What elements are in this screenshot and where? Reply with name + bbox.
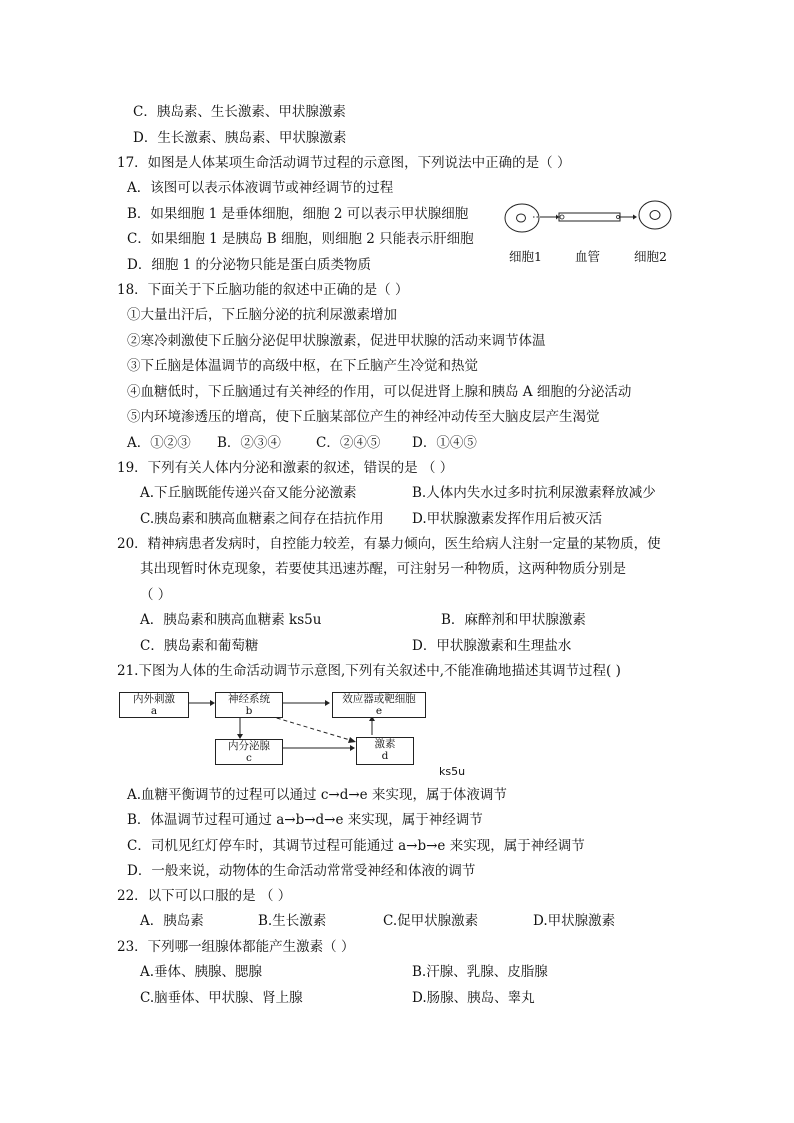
q17-stem: 17．如图是人体某项生命活动调节过程的示意图，下列说法中正确的是（ ）	[117, 155, 571, 171]
box-b-letter: b	[245, 705, 253, 717]
q19-option-b: B.人体内失水过多时抗利尿激素释放减少	[412, 485, 656, 501]
box-b-label: 神经系统	[228, 693, 270, 705]
q22-option-b: B.生长激素	[258, 913, 327, 929]
cell2-nucleus	[650, 211, 660, 220]
q23-option-b: B.汗腺、乳腺、皮脂腺	[412, 964, 548, 980]
q18-statement-1: ①大量出汗后，下丘脑分泌的抗利尿激素增加	[127, 307, 397, 323]
q20-option-a: A．胰岛素和胰高血糖素 ks5u	[140, 612, 322, 628]
box-e-label: 效应器或靶细胞	[342, 693, 416, 705]
box-e-letter: e	[375, 705, 383, 717]
q23-option-d: D.肠腺、胰岛、睾丸	[412, 990, 535, 1006]
q22-option-c: C.促甲状腺激素	[383, 913, 479, 929]
q20-answer-paren: （ ）	[140, 587, 172, 603]
box-c-label: 内分泌腺	[228, 740, 270, 752]
box-a-letter: a	[150, 705, 158, 717]
q17-figure	[500, 198, 690, 246]
cell1-shape	[505, 204, 539, 232]
box-d-letter: d	[381, 750, 389, 762]
q23-option-a: A.垂体、胰腺、腮腺	[140, 964, 263, 980]
q22-option-d: D.甲状腺激素	[533, 913, 616, 929]
q21-option-c: C．司机见红灯停车时，其调节过程可能通过 a→b→e 来实现，属于神经调节	[127, 838, 585, 854]
box-d-hormone	[356, 737, 414, 765]
box-c-endocrine-gland	[215, 739, 283, 765]
q18-statement-4: ④血糖低时，下丘脑通过有关神经的作用，可以促进肾上腺和胰岛 A 细胞的分泌活动	[127, 384, 632, 400]
q18-option-b: B．②③④	[217, 435, 281, 451]
q20-stem-line1: 20．精神病患者发病时，自控能力较差，有暴力倾向，医生给病人注射一定量的某物质，使	[117, 536, 661, 552]
q22-stem: 22．以下可以口服的是 （ ）	[117, 888, 292, 904]
q19-stem: 19．下列有关人体内分泌和激素的叙述，错误的是 （ ）	[117, 460, 454, 476]
q16-option-c: C．胰岛素、生长激素、甲状腺激素	[133, 104, 346, 120]
q20-option-d: D．甲状腺激素和生理盐水	[412, 638, 572, 654]
cell1-nucleus	[517, 214, 526, 222]
box-a-label: 内外刺激	[133, 693, 175, 705]
q18-stem: 18．下面关于下丘脑功能的叙述中正确的是（ ）	[117, 282, 409, 298]
q19-option-d: D.甲状腺激素发挥作用后被灭活	[412, 511, 603, 527]
q17-option-b: B．如果细胞 1 是垂体细胞，细胞 2 可以表示甲状腺细胞	[127, 206, 469, 222]
box-b-nervous-system	[215, 692, 283, 718]
q21-option-d: D．一般来说，动物体的生命活动常常受神经和体液的调节	[127, 863, 476, 879]
q22-option-a: A．胰岛素	[140, 913, 204, 929]
vessel-label: 血管	[575, 249, 601, 264]
q17-option-a: A．该图可以表示体液调节或神经调节的过程	[127, 180, 394, 196]
vessel-shape	[559, 213, 620, 221]
q18-statement-3: ③下丘脑是体温调节的高级中枢，在下丘脑产生冷觉和热觉	[127, 358, 478, 374]
box-e-effector	[332, 692, 426, 718]
q21-option-a: A.血糖平衡调节的过程可以通过 c→d→e 来实现，属于体液调节	[127, 787, 507, 803]
q18-statement-5: ⑤内环境渗透压的增高，使下丘脑某部位产生的神经冲动传至大脑皮层产生渴觉	[127, 409, 600, 425]
q23-stem: 23．下列哪一组腺体都能产生激素（ ）	[117, 939, 355, 955]
q20-option-c: C．胰岛素和葡萄糖	[140, 638, 259, 654]
cell2-label: 细胞2	[634, 249, 667, 264]
box-d-label: 激素	[374, 738, 396, 750]
box-a-stimulus	[119, 692, 189, 718]
q18-option-c: C．②④⑤	[316, 435, 381, 451]
watermark-ks5u: ks5u	[439, 765, 466, 778]
q21-stem: 21.下图为人体的生命活动调节示意图,下列有关叙述中,不能准确地描述其调节过程( )	[117, 663, 621, 679]
q17-option-d: D．细胞 1 的分泌物只能是蛋白质类物质	[127, 257, 371, 273]
q20-stem-line2: 其出现暂时休克现象，若要使其迅速苏醒，可注射另一种物质，这两种物质分别是	[140, 561, 626, 577]
q20-option-b: B．麻醉剂和甲状腺激素	[441, 612, 586, 628]
q19-option-a: A.下丘脑既能传递兴奋又能分泌激素	[140, 485, 357, 501]
cell2-shape	[639, 201, 671, 229]
cell1-label: 细胞1	[509, 249, 542, 264]
q19-option-c: C.胰岛素和胰高血糖素之间存在拮抗作用	[140, 511, 384, 527]
q21-option-b: B．体温调节过程可通过 a→b→d→e 来实现，属于神经调节	[127, 812, 483, 828]
q16-option-d: D．生长激素、胰岛素、甲状腺激素	[133, 130, 347, 146]
q18-statement-2: ②寒冷刺激使下丘脑分泌促甲状腺激素，促进甲状腺的活动来调节体温	[127, 333, 546, 349]
q23-option-c: C.脑垂体、甲状腺、肾上腺	[140, 990, 303, 1006]
q18-option-a: A．①②③	[127, 435, 191, 451]
q18-option-d: D．①④⑤	[412, 435, 477, 451]
q17-option-c: C．如果细胞 1 是胰岛 B 细胞，则细胞 2 只能表示肝细胞	[127, 231, 474, 247]
box-c-letter: c	[246, 752, 252, 764]
